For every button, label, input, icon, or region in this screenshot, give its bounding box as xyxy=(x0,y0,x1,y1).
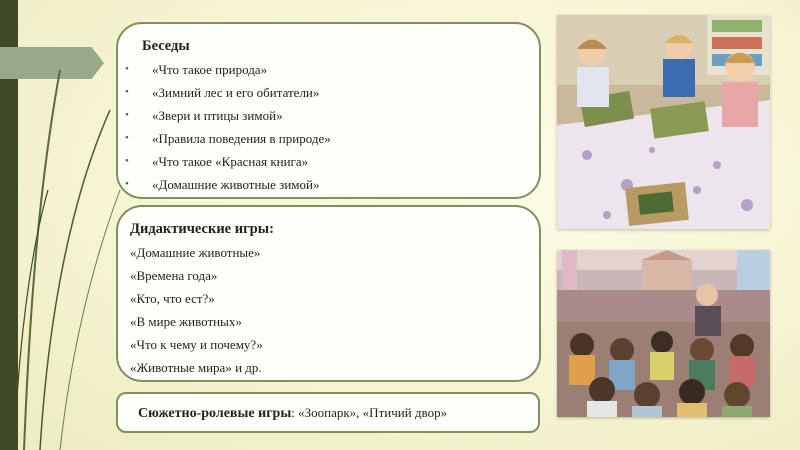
list-item xyxy=(118,131,331,154)
bullet-icon: • xyxy=(125,109,129,121)
didactic-games-card xyxy=(116,205,541,382)
list-item: «Животные мира» и др. xyxy=(130,360,262,375)
bullet-icon: • xyxy=(125,86,129,98)
role-games-line xyxy=(138,405,447,422)
bullet-icon: • xyxy=(125,178,129,190)
list-item: «Домашние животные» xyxy=(130,245,261,260)
list-item: «Кто, что ест?» xyxy=(130,291,215,306)
list-item xyxy=(118,177,331,200)
list-item: «В мире животных» xyxy=(130,314,242,329)
children-group-session-photo xyxy=(557,250,770,417)
role-games-heading: Сюжетно-ролевые игры xyxy=(138,406,292,421)
children-playing-puzzle-photo xyxy=(557,15,770,229)
conversations-heading: Беседы xyxy=(142,38,190,54)
list-item-text: «Звери и птицы зимой» xyxy=(152,108,283,123)
didactic-games-list xyxy=(130,245,263,383)
conversations-card xyxy=(116,22,541,199)
list-item-text: «Что такое «Красная книга» xyxy=(152,154,309,169)
list-item: «Что к чему и почему?» xyxy=(130,337,263,352)
role-games-text: : «Зоопарк», «Птичий двор» xyxy=(291,405,448,420)
conversations-list xyxy=(118,62,331,200)
list-item-text: «Домашние животные зимой» xyxy=(152,177,320,192)
role-games-card xyxy=(116,392,540,433)
bullet-icon: • xyxy=(125,63,129,75)
bullet-icon: • xyxy=(125,132,129,144)
didactic-games-heading: Дидактические игры: xyxy=(130,221,274,237)
bullet-icon: • xyxy=(125,155,129,167)
list-item xyxy=(118,108,331,131)
list-item xyxy=(118,85,331,108)
list-item-text: «Зимний лес и его обитатели» xyxy=(152,85,320,100)
list-item-text: «Что такое природа» xyxy=(152,62,268,77)
list-item xyxy=(118,154,331,177)
list-item: «Времена года» xyxy=(130,268,218,283)
list-item-text: «Правила поведения в природе» xyxy=(152,131,331,146)
list-item xyxy=(118,62,331,85)
